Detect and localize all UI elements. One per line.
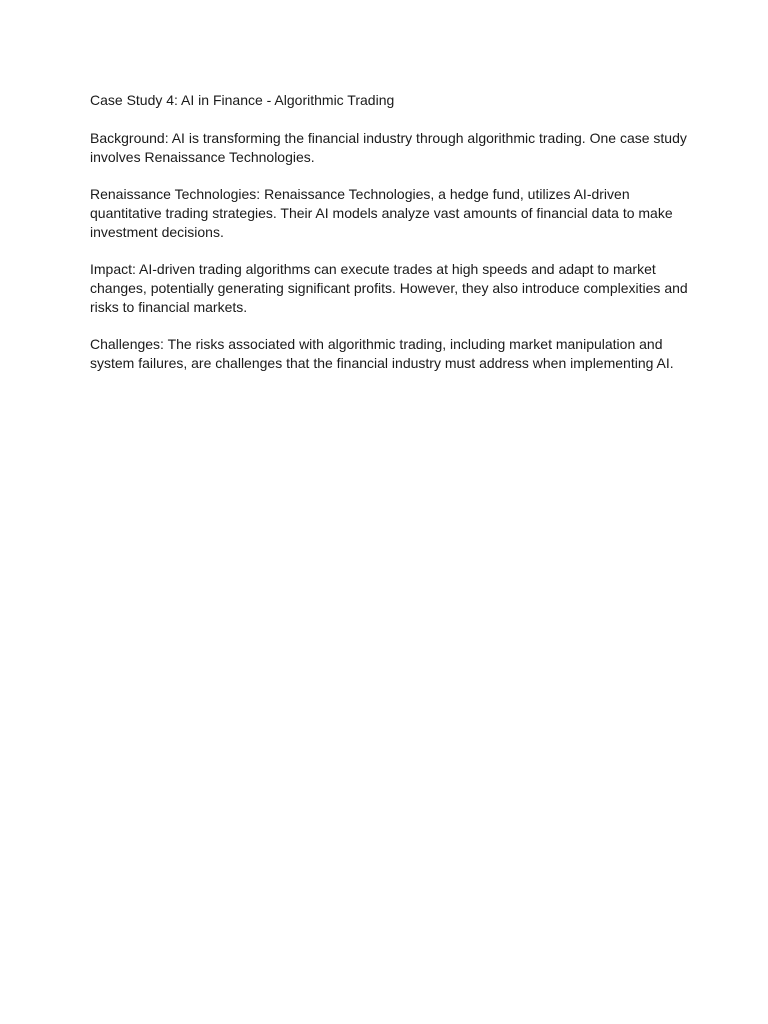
paragraph-renaissance-technologies: Renaissance Technologies: Renaissance Technologies, a hedge fund, utilizes AI-driven quantitative trading strategies. Their AI models analyze vast amounts of financial data to make investment decisions. <box>90 186 673 240</box>
paragraph-background: Background: AI is transforming the financial industry through algorithmic trading. One case study involves Renaissance Technologies. <box>90 130 687 165</box>
document-title: Case Study 4: AI in Finance - Algorithmic Trading <box>90 92 395 108</box>
paragraph-impact: Impact: AI-driven trading algorithms can execute trades at high speeds and adapt to market changes, potentially generating significant profits. However, they also introduce complexities and risks to financial markets. <box>90 261 688 315</box>
document-body <box>90 91 690 373</box>
paragraph-challenges: Challenges: The risks associated with algorithmic trading, including market manipulation and system failures, are challenges that the financial industry must address when implementing AI. <box>90 336 674 371</box>
